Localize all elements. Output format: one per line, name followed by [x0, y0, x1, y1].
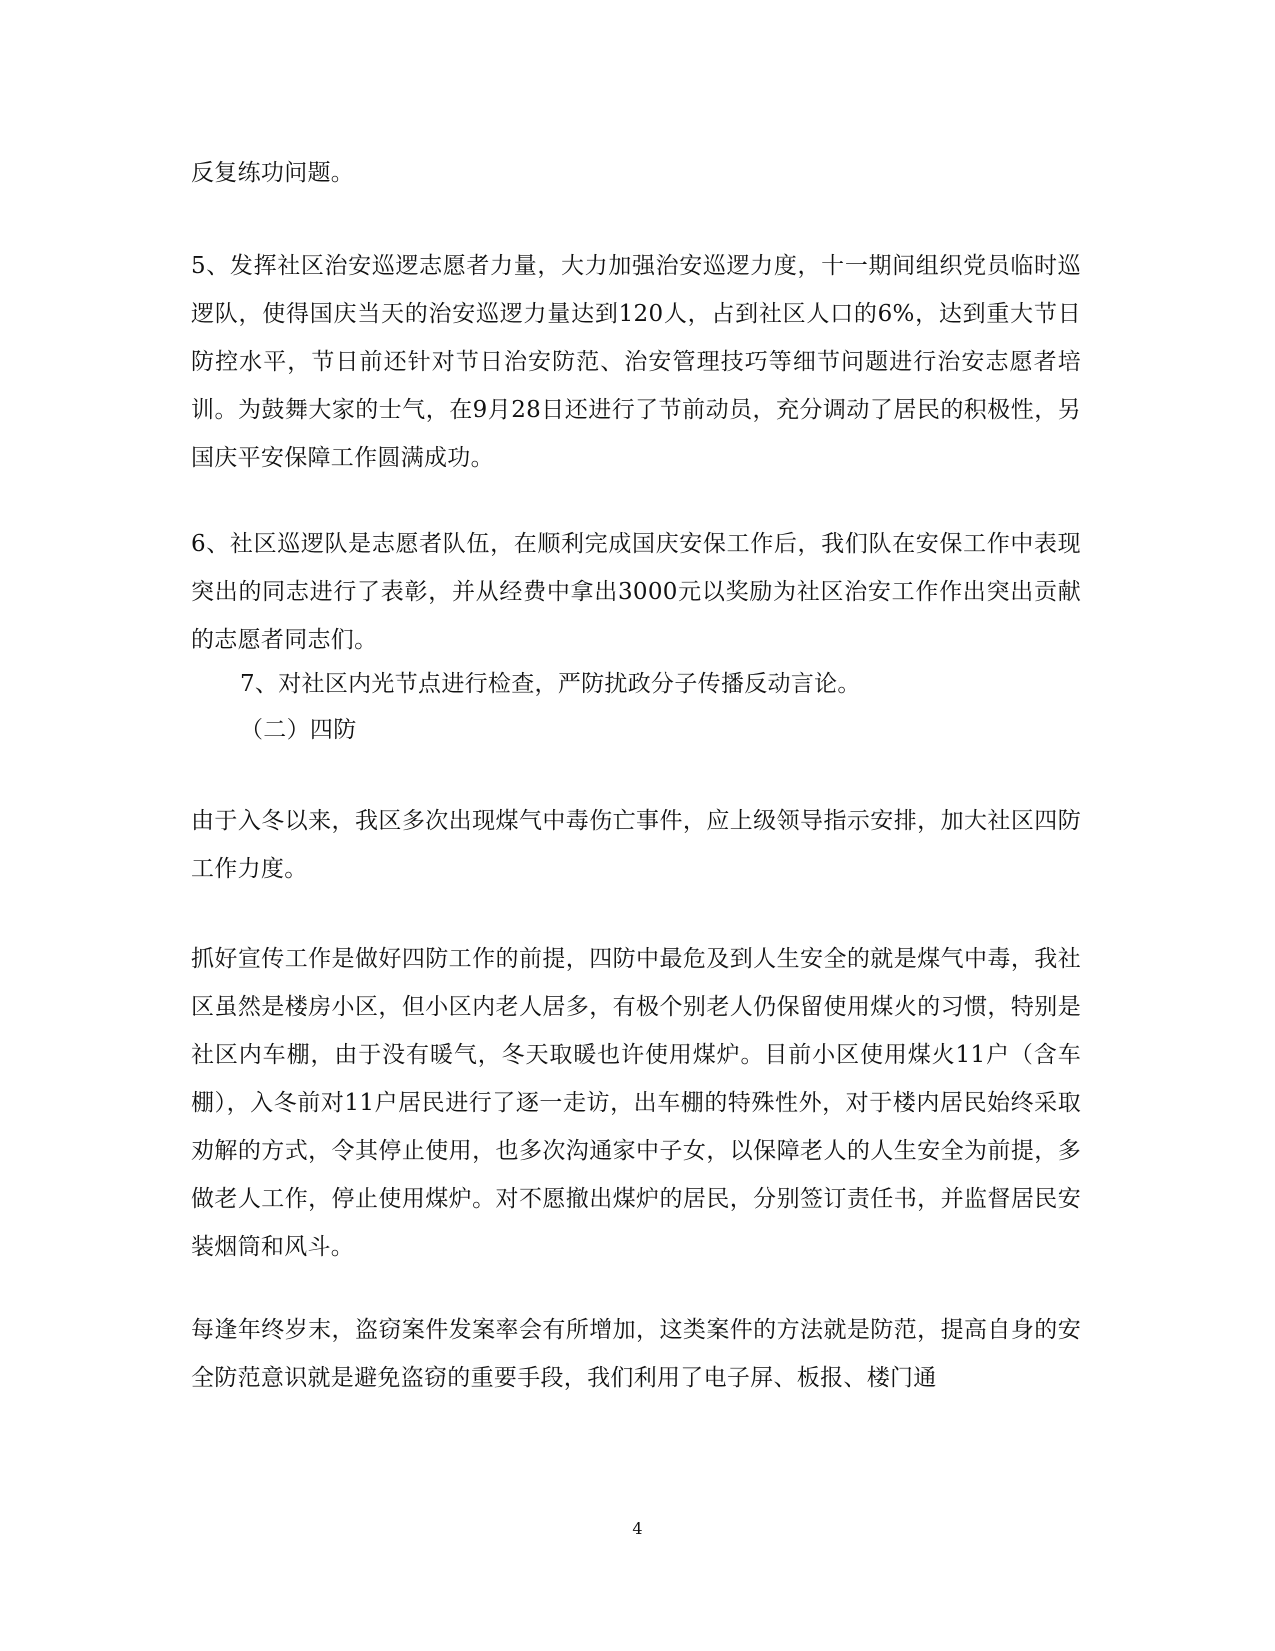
- paragraph-7: 每逢年终岁末，盗窃案件发案率会有所增加，这类案件的方法就是防范，提高自身的安全防范意识就是避免盗窃的重要手段，我们利用了电子屏、板报、楼门通: [191, 1317, 1081, 1391]
- paragraph-3: 6、社区巡逻队是志愿者队伍，在顺利完成国庆安保工作后，我们队在安保工作中表现突出的同志进行了表彰，并从经费中拿出3000元以奖励为社区治安工作作出突出贡献的志愿者同志们。: [191, 531, 1081, 653]
- paragraph-5: 由于入冬以来，我区多次出现煤气中毒伤亡事件，应上级领导指示安排，加大社区四防工作力度。: [191, 808, 1081, 882]
- page-number: 4: [632, 1519, 643, 1538]
- paragraph-1: 反复练功问题。: [191, 160, 355, 186]
- paragraph-2: 5、发挥社区治安巡逻志愿者力量，大力加强治安巡逻力度，十一期间组织党员临时巡逻队，使得国庆当天的治安巡逻力量达到120人，占到社区人口的6%，达到重大节日防控水平，节日前还针对节日治安防范、治安管理技巧等细节问题进行治安志愿者培训。为鼓舞大家的士气，在9月28日还进行了节前动员，充分调动了居民的积极性，另国庆平安保障工作圆满成功。: [191, 253, 1081, 471]
- paragraph-6: 抓好宣传工作是做好四防工作的前提，四防中最危及到人生安全的就是煤气中毒，我社区虽然是楼房小区，但小区内老人居多，有极个别老人仍保留使用煤火的习惯，特别是社区内车棚，由于没有暖气，冬天取暖也许使用煤炉。目前小区使用煤火11户（含车棚），入冬前对11户居民进行了逐一走访，出车棚的特殊性外，对于楼内居民始终采取劝解的方式，令其停止使用，也多次沟通家中子女，以保障老人的人生安全为前提，多做老人工作，停止使用煤炉。对不愿撤出煤炉的居民，分别签订责任书，并监督居民安装烟筒和风斗。: [191, 946, 1081, 1260]
- section-heading: （二）四防: [240, 717, 357, 743]
- paragraph-4: 7、对社区内光节点进行检查，严防扰政分子传播反动言论。: [240, 671, 861, 697]
